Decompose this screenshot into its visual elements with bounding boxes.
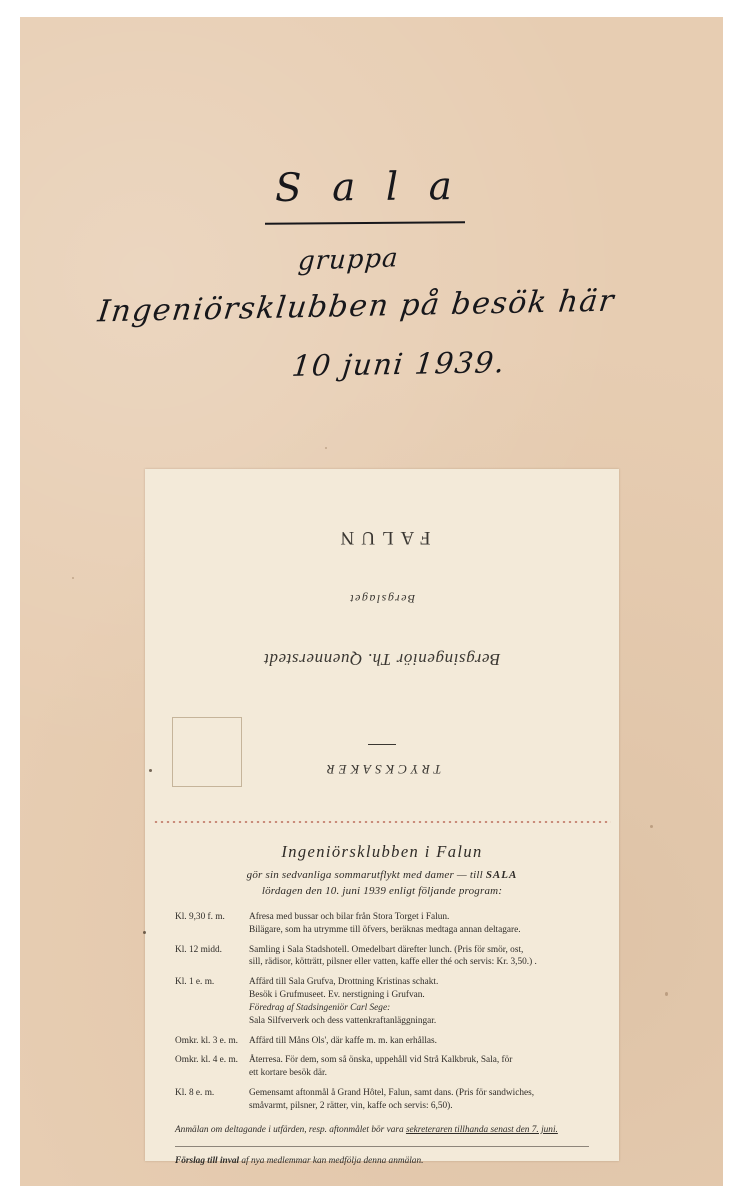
program-line: Affärd till Sala Grufva, Drottning Kristinas schakt. bbox=[249, 977, 439, 988]
membership-footnote bbox=[175, 1155, 589, 1168]
program-line: Samling i Sala Stadshotell. Omedelbart därefter lunch. (Pris för smör, ost, bbox=[249, 944, 524, 955]
program-line: Sala Silfververk och dess vattenkraftanläggningar. bbox=[249, 1015, 437, 1026]
program-table bbox=[175, 911, 589, 1120]
handwritten-line-2: 10 juni 1939. bbox=[290, 345, 508, 383]
paper-speck bbox=[325, 447, 327, 449]
printed-invitation-card bbox=[145, 469, 619, 1167]
handwritten-title: S a l a bbox=[274, 164, 462, 211]
program-line: Affärd till Måns Ols', där kaffe m. m. kan erhållas. bbox=[249, 1035, 437, 1046]
program-line: Bilägare, som ha utrymme till öfvers, beräknas medtaga annan deltagare. bbox=[249, 924, 521, 935]
table-row bbox=[175, 911, 589, 944]
footnote-rest: af nya medlemmar kan medfölja denna anmälan. bbox=[241, 1156, 424, 1167]
table-row bbox=[175, 1054, 589, 1087]
program-time: Kl. 9,30 f. m. bbox=[175, 912, 225, 922]
program-subtitle-1-place: SALA bbox=[485, 869, 518, 881]
registration-notice-text: Anmälan om deltagande i utfärden, resp. aftonmålet bör vara bbox=[175, 1124, 406, 1135]
program-line: Återresa. För dem, som så önska, uppehåll vid Strå Kalkbruk, Sala, för bbox=[249, 1055, 513, 1066]
program-line: småvarmt, pilsner, 2 rätter, vin, kaffe och servis: 6,50). bbox=[249, 1100, 453, 1111]
mount-board bbox=[20, 17, 723, 1186]
program-description bbox=[249, 1035, 589, 1055]
table-row bbox=[175, 1087, 589, 1120]
program-time: Kl. 12 midd. bbox=[175, 944, 223, 955]
program-subtitle-2: lördagen den 10. juni 1939 enligt följande program: bbox=[261, 885, 503, 897]
program-line: Besök i Grufmuseet. Ev. nerstigning i Grufvan. bbox=[249, 990, 425, 1001]
footnote-divider bbox=[175, 1146, 589, 1147]
footnote-lead: Förslag till inval bbox=[175, 1156, 242, 1167]
table-row bbox=[175, 944, 589, 977]
program-line: sill, rädisor, kötträtt, pilsner eller vatten, kaffe eller thé och servis: Kr. 3,50.) . bbox=[249, 957, 537, 968]
program-description bbox=[249, 1087, 589, 1120]
program-line: Afresa med bussar och bilar från Stora Torget i Falun. bbox=[249, 912, 450, 922]
program-description bbox=[249, 911, 589, 944]
program-line: Gemensamt aftonmål å Grand Hôtel, Falun, samt dans. (Pris för sandwiches, bbox=[249, 1088, 535, 1099]
program-time: Omkr. kl. 4 e. m. bbox=[175, 1055, 239, 1066]
program-time: Omkr. kl. 3 e. m. bbox=[175, 1035, 239, 1046]
handwritten-subtitle: gruppa bbox=[296, 243, 400, 277]
card-address-side bbox=[145, 469, 619, 821]
program-description bbox=[249, 944, 589, 977]
address-divider-dash bbox=[368, 744, 396, 745]
program-description bbox=[249, 976, 589, 1034]
program-subtitle-1-prefix: gör sin sedvanliga sommarutflykt med damer — till bbox=[246, 869, 486, 881]
program-line: ett kortare besök där. bbox=[249, 1068, 327, 1079]
program-subtitle-1 bbox=[175, 869, 589, 881]
ink-dot bbox=[143, 931, 146, 934]
table-row bbox=[175, 1035, 589, 1055]
perforation-line bbox=[153, 821, 611, 823]
paper-speck bbox=[72, 577, 74, 579]
program-time: Kl. 1 e. m. bbox=[175, 977, 215, 988]
registration-notice bbox=[175, 1124, 589, 1137]
print-mark: TRYCKSAKER bbox=[322, 762, 442, 777]
address-recipient: Bergsingeniör Th. Quennerstedt bbox=[263, 650, 501, 669]
ink-dot bbox=[149, 769, 152, 772]
address-company: Bergslaget bbox=[348, 592, 416, 606]
program-description bbox=[249, 1054, 589, 1087]
program-line: Föredrag af Stadsingeniör Carl Sege: bbox=[249, 1002, 391, 1013]
address-place: FALUN bbox=[333, 527, 431, 548]
program-table-body bbox=[175, 911, 589, 1120]
stamp-box bbox=[172, 717, 242, 787]
program-time: Kl. 8 e. m. bbox=[175, 1088, 215, 1099]
handwritten-line-1: Ingeniörsklubben på besök här bbox=[95, 283, 617, 330]
paper-speck bbox=[665, 992, 668, 996]
program-title: Ingeniörsklubben i Falun bbox=[281, 842, 483, 861]
registration-deadline: sekreteraren tillhanda senast den 7. juni. bbox=[405, 1124, 558, 1135]
title-underline bbox=[265, 221, 465, 225]
card-program-side bbox=[145, 829, 619, 1168]
table-row bbox=[175, 976, 589, 1034]
paper-speck bbox=[650, 825, 653, 828]
